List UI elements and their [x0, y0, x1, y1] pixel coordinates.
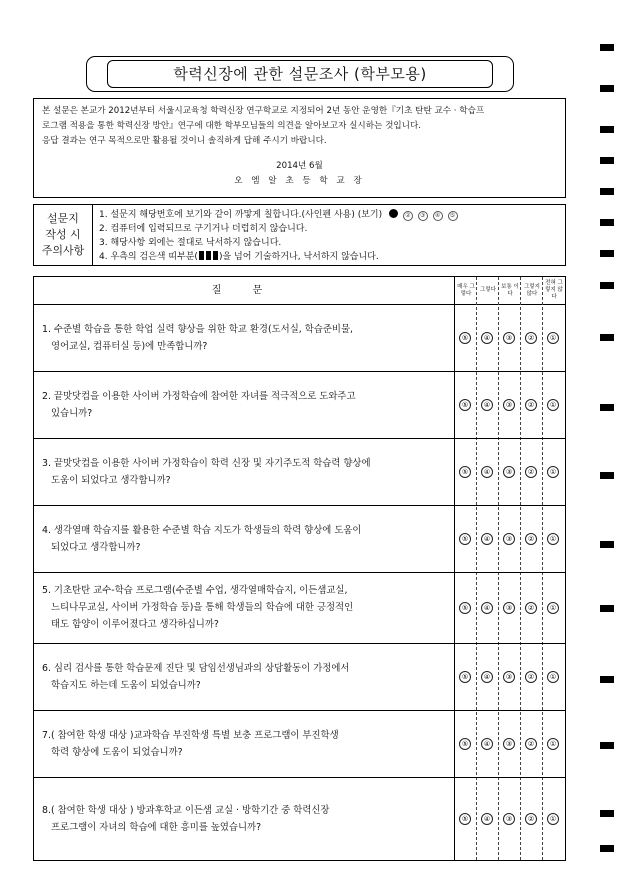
- question-text: [42, 727, 442, 761]
- timing-mark: [600, 157, 614, 164]
- question-column-header: 질 문: [211, 285, 277, 296]
- question-line: 1. 수준별 학습을 통한 학업 실력 향상을 위한 학교 환경(도서실, 학습준비물,: [42, 324, 353, 335]
- question-line: 되었다고 생각합니까?: [51, 542, 141, 553]
- answer-bubble[interactable]: ②: [525, 466, 537, 478]
- title-frame: [86, 56, 514, 92]
- answer-bubble[interactable]: ⑤: [459, 332, 471, 344]
- timing-mark: [600, 845, 614, 852]
- survey-table: [33, 276, 566, 861]
- timing-mark: [600, 404, 614, 411]
- question-text: [42, 321, 442, 355]
- timing-mark: [600, 810, 614, 817]
- option-header: 매우 그렇다: [457, 283, 475, 297]
- intro-box: [33, 98, 566, 198]
- option-header: 전혀 그렇지 않다: [545, 280, 563, 300]
- question-text: [42, 802, 442, 836]
- answer-bubble[interactable]: ②: [525, 738, 537, 750]
- omr-timing-marks: [600, 0, 616, 891]
- answer-bubble[interactable]: ⑤: [459, 466, 471, 478]
- answer-bubble[interactable]: ①: [547, 533, 559, 545]
- question-line: 학습지도 하는데 도움이 되었습니까?: [51, 680, 201, 691]
- question-text: [42, 660, 442, 694]
- black-band-icon: [199, 251, 204, 260]
- answer-bubble[interactable]: ③: [503, 332, 515, 344]
- black-band-icon: [206, 251, 211, 260]
- timing-mark: [600, 334, 614, 341]
- answer-bubble[interactable]: ③: [503, 466, 515, 478]
- question-line: 프로그램이 자녀의 학습에 대한 흥미를 높였습니까?: [51, 822, 262, 833]
- timing-mark: [600, 85, 614, 92]
- answer-bubble[interactable]: ⑤: [459, 533, 471, 545]
- answer-bubble[interactable]: ③: [503, 399, 515, 411]
- question-text: [42, 522, 442, 556]
- question-row: [34, 710, 565, 778]
- notice-items: [93, 205, 565, 265]
- question-line: 3. 끝맛닷컴을 이용한 사이버 가정학습이 학력 신장 및 자기주도적 학습력 향상에: [42, 458, 371, 469]
- example-circle: ②: [403, 211, 413, 221]
- answer-bubble[interactable]: ②: [525, 602, 537, 614]
- answer-bubble[interactable]: ②: [525, 399, 537, 411]
- question-row: [34, 643, 565, 711]
- question-line: 8.( 참여한 학생 대상 ) 방과후학교 이든샘 교실 · 방학기간 중 학력신장: [42, 805, 330, 816]
- answer-bubble[interactable]: ③: [503, 602, 515, 614]
- answer-bubble[interactable]: ④: [481, 399, 493, 411]
- answer-bubble[interactable]: ③: [503, 533, 515, 545]
- question-line: 태도 함양이 이루어졌다고 생각하십니까?: [51, 619, 219, 630]
- question-row: [34, 572, 565, 644]
- filled-circle-icon: [389, 209, 398, 218]
- question-line: 7.( 참여한 학생 대상 )교과학습 부진학생 특별 보충 프로그램이 부진학생: [42, 730, 339, 741]
- notice-label: [34, 205, 93, 265]
- timing-mark: [600, 282, 614, 289]
- example-circle: ④: [433, 211, 443, 221]
- answer-bubble[interactable]: ④: [481, 671, 493, 683]
- answer-bubble[interactable]: ①: [547, 738, 559, 750]
- answer-bubble[interactable]: ①: [547, 466, 559, 478]
- timing-mark: [600, 605, 614, 612]
- answer-bubble[interactable]: ④: [481, 533, 493, 545]
- answer-bubble[interactable]: ②: [525, 671, 537, 683]
- option-header: 그렇다: [480, 287, 496, 293]
- answer-bubble[interactable]: ④: [481, 602, 493, 614]
- black-band-icon: [213, 251, 218, 260]
- notice-label-line: 주의사항: [41, 244, 85, 257]
- question-line: 느티나무교실, 사이버 가정학습 등)을 통해 학생들의 학습에 대한 긍정적인: [51, 602, 354, 613]
- answer-bubble[interactable]: ①: [547, 332, 559, 344]
- question-line: 영어교실, 컴퓨터실 등)에 만족합니까?: [51, 341, 208, 352]
- question-line: 4. 생각열매 학습지를 활용한 수준별 학습 지도가 학생들의 학력 향상에 도움이: [42, 525, 362, 536]
- answer-bubble[interactable]: ⑤: [459, 671, 471, 683]
- answer-bubble[interactable]: ②: [525, 533, 537, 545]
- example-circle: ③: [418, 211, 428, 221]
- intro-date: 2014년 6월: [276, 161, 323, 171]
- question-line: 도움이 되었다고 생각합니까?: [51, 475, 171, 486]
- timing-mark: [600, 742, 614, 749]
- notice-label-line: 작성 시: [45, 228, 81, 241]
- notice-item: 3. 해당사항 외에는 절대로 낙서하지 않습니다.: [99, 238, 282, 248]
- answer-bubble[interactable]: ③: [503, 813, 515, 825]
- option-header: 보통 이다: [501, 283, 519, 297]
- answer-bubble[interactable]: ⑤: [459, 602, 471, 614]
- example-circle: ⑤: [448, 211, 458, 221]
- question-text: [42, 455, 442, 489]
- page-title: 학력신장에 관한 설문조사 (학부모용): [107, 60, 493, 88]
- answer-bubble[interactable]: ③: [503, 738, 515, 750]
- question-row: [34, 438, 565, 506]
- answer-bubble[interactable]: ②: [525, 332, 537, 344]
- answer-bubble[interactable]: ④: [481, 738, 493, 750]
- answer-bubble[interactable]: ①: [547, 399, 559, 411]
- notice-item-text: )을 넘어 기술하거나, 낙서하지 않습니다.: [218, 252, 379, 262]
- intro-line: 응답 결과는 연구 목적으로만 활용될 것이니 솔직하게 답해 주시기 바랍니다.: [42, 136, 327, 146]
- intro-school: 오 엠 알 초 등 학 교 장: [234, 176, 365, 186]
- answer-bubble[interactable]: ①: [547, 671, 559, 683]
- option-header: 그렇지 않다: [524, 283, 540, 297]
- question-line: 있습니까?: [51, 408, 93, 419]
- timing-mark: [600, 541, 614, 548]
- timing-mark: [600, 44, 614, 51]
- answer-bubble[interactable]: ⑤: [459, 738, 471, 750]
- answer-bubble[interactable]: ④: [481, 466, 493, 478]
- notice-item: 2. 컴퓨터에 입력되므로 구기거나 더럽히지 않습니다.: [99, 224, 308, 234]
- question-text: [42, 388, 442, 422]
- notice-box: [33, 204, 566, 266]
- question-row: [34, 371, 565, 439]
- timing-mark: [600, 676, 614, 683]
- intro-line: 본 설문은 본교가 2012년부터 서울시교육청 학력신장 연구학교로 지정되어 2년 동안 운영한『기초 탄탄 교수 · 학습프: [42, 106, 485, 116]
- answer-bubble[interactable]: ④: [481, 332, 493, 344]
- timing-mark: [600, 219, 614, 226]
- question-line: 5. 기초탄탄 교수-학습 프로그램(수준별 수업, 생각열매학습지, 이든샘교실,: [42, 585, 348, 596]
- answer-bubble[interactable]: ④: [481, 813, 493, 825]
- question-row: [34, 777, 565, 860]
- answer-bubble[interactable]: ⑤: [459, 399, 471, 411]
- question-text: [42, 582, 442, 633]
- question-line: 2. 끝맛닷컴을 이용한 사이버 가정학습에 참여한 자녀를 적극적으로 도와주고: [42, 391, 356, 402]
- answer-bubble[interactable]: ①: [547, 813, 559, 825]
- question-row: [34, 304, 565, 372]
- answer-bubble[interactable]: ③: [503, 671, 515, 683]
- question-line: 학력 향상에 도움이 되었습니까?: [51, 747, 183, 758]
- timing-mark: [600, 472, 614, 479]
- notice-item: [99, 208, 559, 222]
- table-header: [34, 277, 565, 305]
- timing-mark: [600, 188, 614, 195]
- answer-bubble[interactable]: ①: [547, 602, 559, 614]
- notice-item-text: 4. 우측의 검은색 띠부분(: [99, 252, 198, 262]
- answer-bubble[interactable]: ②: [525, 813, 537, 825]
- question-line: 6. 심리 검사를 통한 학습문제 진단 및 담임선생님과의 상담활동이 가정에서: [42, 663, 350, 674]
- question-row: [34, 505, 565, 573]
- answer-bubble[interactable]: ⑤: [459, 813, 471, 825]
- timing-mark: [600, 250, 614, 257]
- intro-line: 로그램 적용을 통한 학력신장 방안』연구에 대한 학부모님들의 의견을 알아보고자 실시하는 것입니다.: [42, 121, 422, 131]
- notice-label-line: 설문지: [47, 212, 79, 225]
- timing-mark: [600, 126, 614, 133]
- notice-item-text: 1. 설문지 해당번호에 보기와 같이 까맣게 칠합니다.(사인펜 사용) (보기): [99, 210, 383, 220]
- notice-item: [99, 250, 559, 264]
